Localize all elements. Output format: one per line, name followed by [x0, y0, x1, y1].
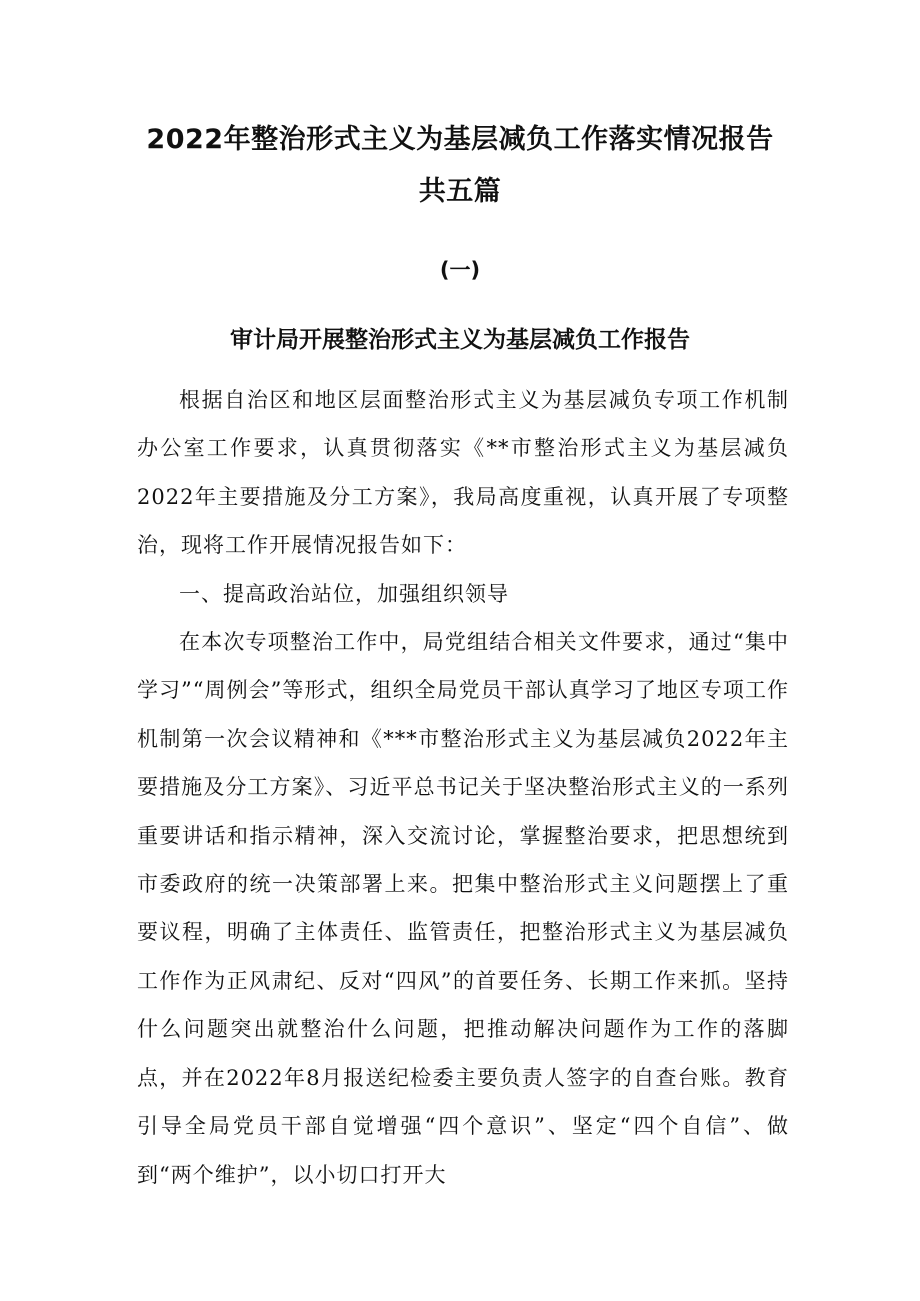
section-subtitle: 审计局开展整治形式主义为基层减负工作报告 [230, 327, 690, 353]
paragraph-body-1: 在本次专项整治工作中，局党组结合相关文件要求，通过“集中学习”“周例会”等形式，组织全局党员干部认真学习了地区专项工作机制第一次会议精神和《***市整治形式主义为基层减负2022年主要措施及分工方案》、习近平总书记关于坚决整治形式主义的一系列重要讲话和指示精神，深入交流讨论，掌握整治要求，把思想统到市委政府的统一决策部署上来。把集中整治形式主义问题摆上了重要议程，明确了主体责任、监管责任，把整治形式主义为基层减负工作作为正风肃纪、反对“四风”的首要任务、长期工作来抓。坚持什么问题突出就整治什么问题，把推动解决问题作为工作的落脚点，并在2022年8月报送纪检委主要负责人签字的自查台账。教育引导全局党员干部自觉增强“四个意识”、坚定“四个自信”、做到“两个维护”，以小切口打开大 [137, 630, 789, 1187]
document-body [137, 376, 789, 1199]
document-title-line1: 2022年整治形式主义为基层减负工作落实情况报告 [146, 124, 774, 155]
section-number: (一) [439, 258, 481, 282]
paragraph-intro: 根据自治区和地区层面整治形式主义为基层减负专项工作机制办公室工作要求，认真贯彻落实《**市整治形式主义为基层减负2022年主要措施及分工方案》，我局高度重视，认真开展了专项整治，现将工作开展情况报告如下： [137, 388, 789, 558]
paragraph-heading-1: 一、提高政治站位，加强组织领导 [179, 581, 509, 606]
document-title-line2: 共五篇 [418, 176, 502, 207]
